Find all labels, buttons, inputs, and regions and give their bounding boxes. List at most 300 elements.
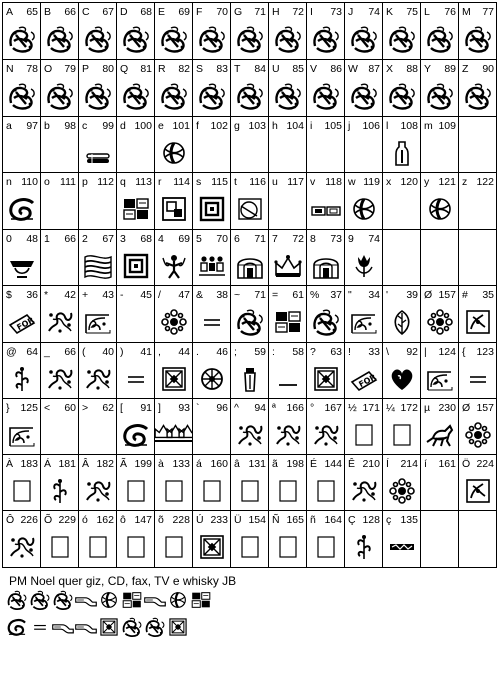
glyph-label	[348, 233, 380, 246]
glyph-cell	[40, 172, 79, 230]
glyph-label	[82, 120, 114, 133]
sample-glyph	[144, 616, 166, 638]
glyph-cell	[2, 398, 41, 455]
glyph-code: 66	[64, 346, 76, 358]
glyph-label	[196, 402, 228, 415]
glyph-code: 109	[438, 120, 456, 132]
box-icon	[83, 534, 113, 560]
glyph-label	[424, 289, 456, 302]
glyph-image	[193, 77, 230, 115]
glyph-char: p	[82, 176, 88, 188]
glyph-char: u	[272, 176, 278, 188]
letter-icon	[387, 26, 417, 52]
glyph-char: ;	[234, 346, 237, 358]
glyph-char: F	[196, 6, 203, 18]
dash2-icon	[463, 366, 493, 392]
svg-text:FOR: FOR	[14, 315, 36, 333]
dash2-icon	[29, 616, 51, 638]
glyph-image	[79, 472, 116, 509]
glyph-char: N	[6, 63, 14, 75]
glyph-cell	[192, 398, 231, 455]
glyph-char: T	[234, 63, 241, 75]
glyph-cell	[2, 2, 41, 60]
glyph-image	[269, 360, 306, 397]
flourish-icon	[45, 366, 75, 392]
box-icon	[7, 478, 37, 504]
glyph-cell	[78, 510, 117, 568]
glyph-image	[155, 247, 192, 284]
glyph-image	[3, 190, 40, 228]
glyph-code: 67	[102, 6, 114, 18]
tilebox-icon	[167, 616, 189, 638]
glyph-char: (	[82, 346, 86, 358]
glyph-cell	[78, 342, 117, 399]
glyph-code: 98	[64, 120, 76, 132]
glyph-char: m	[424, 120, 433, 132]
glyph-label	[82, 458, 114, 471]
glyph-label	[386, 289, 418, 302]
glyph-image	[117, 190, 154, 228]
glyph-cell	[154, 398, 193, 455]
glyph-image	[155, 472, 192, 509]
glyph-label	[120, 233, 152, 246]
glyph-char: >	[82, 402, 89, 414]
glyph-cell	[306, 285, 345, 343]
glyph-code: 161	[438, 458, 456, 470]
glyph-cell	[116, 2, 155, 60]
glyph-label	[44, 176, 76, 189]
glyph-cell	[40, 229, 79, 286]
glyph-char: #	[462, 289, 468, 301]
glyph-char: ¼	[386, 402, 395, 414]
rosette-icon	[463, 422, 493, 448]
flourish-icon	[83, 478, 113, 504]
glyph-cell	[192, 342, 231, 399]
glyph-char: n	[6, 176, 12, 188]
glyph-image	[155, 528, 192, 566]
glyph-char: v	[310, 176, 316, 188]
box-icon	[273, 534, 303, 560]
bar-icon	[387, 534, 417, 560]
glyph-cell	[458, 398, 497, 455]
letter-icon	[387, 83, 417, 109]
glyph-image	[345, 528, 382, 566]
glyph-cell	[268, 398, 307, 455]
letter-icon	[83, 26, 113, 52]
glyph-label	[272, 346, 304, 359]
glyph-code: 106	[362, 120, 380, 132]
glyph-label	[424, 6, 456, 19]
glyph-image	[79, 360, 116, 397]
glyph-label	[44, 289, 76, 302]
glyph-cell	[458, 2, 497, 60]
glyph-cell	[382, 59, 421, 117]
glyph-label	[158, 458, 190, 471]
glyph-cell	[40, 398, 79, 455]
glyph-char: K	[386, 6, 394, 18]
glyph-cell	[154, 172, 193, 230]
glyph-code: 92	[406, 346, 418, 358]
glyph-label	[462, 6, 494, 19]
glyph-code: 85	[292, 63, 304, 75]
glyph-image	[459, 472, 496, 509]
glyph-char: Ü	[234, 514, 242, 526]
glyph-cell	[268, 172, 307, 230]
glyph-char: I	[310, 6, 313, 18]
ball-icon	[349, 196, 379, 222]
glyph-char: \	[386, 346, 389, 358]
glyph-image	[459, 20, 496, 58]
flourish-icon	[7, 534, 37, 560]
glyph-label	[158, 176, 190, 189]
glyph-char: ª	[272, 402, 276, 414]
glyph-char: -	[120, 289, 124, 301]
glyph-image	[79, 303, 116, 341]
glyph-image	[307, 20, 344, 58]
glyph-image	[41, 77, 78, 115]
glyph-cell	[306, 116, 345, 173]
glyph-label	[6, 514, 38, 527]
glyph-char: 8	[310, 233, 316, 245]
glyph-code: 75	[406, 6, 418, 18]
glyph-label	[386, 6, 418, 19]
glyph-label	[310, 402, 342, 415]
glyph-image	[155, 360, 192, 397]
letter-icon	[121, 616, 143, 638]
empty-cell	[420, 510, 459, 568]
glyph-label	[120, 289, 152, 302]
pipe-icon	[52, 616, 74, 638]
glyph-cell	[382, 116, 421, 173]
glyph-char: !	[348, 346, 351, 358]
glyph-code: 83	[216, 63, 228, 75]
glyph-cell	[268, 59, 307, 117]
sample-row-1	[6, 587, 213, 613]
rosette-icon	[425, 309, 455, 335]
glyph-code: 33	[368, 346, 380, 358]
glyph-code: 39	[406, 289, 418, 301]
glyph-label	[120, 176, 152, 189]
glyph-label	[272, 514, 304, 527]
flourish-icon	[273, 422, 303, 448]
glyph-image	[383, 528, 420, 566]
glyph-cell	[192, 510, 231, 568]
glyph-cell	[344, 342, 383, 399]
glyph-image	[231, 303, 268, 341]
glyph-image	[193, 303, 230, 341]
glyph-image	[155, 77, 192, 115]
tilebox-icon	[197, 534, 227, 560]
tiles-icon	[273, 309, 303, 335]
glyph-label	[348, 63, 380, 76]
glyph-char: q	[120, 176, 126, 188]
empty-cell	[382, 229, 421, 286]
glyph-label	[158, 289, 190, 302]
glyph-code: 65	[26, 6, 38, 18]
glyph-char: &	[196, 289, 204, 301]
glyph-image	[193, 360, 230, 397]
glyph-cell	[420, 2, 459, 60]
glyph-code: 214	[400, 458, 418, 470]
glyph-char: /	[158, 289, 161, 301]
glyph-code: 73	[330, 6, 342, 18]
glyph-code: 47	[178, 289, 190, 301]
glyph-char: r	[158, 176, 162, 188]
glyph-code: 90	[482, 63, 494, 75]
leaf-icon	[387, 309, 417, 335]
glyph-code: 64	[26, 346, 38, 358]
glyph-code: 167	[324, 402, 342, 414]
glyph-cell	[230, 172, 269, 230]
glyph-char: Á	[44, 458, 52, 470]
glyph-cell	[116, 510, 155, 568]
glyph-image	[193, 528, 230, 566]
boxball-icon	[235, 196, 265, 222]
glyph-code: 48	[26, 233, 38, 245]
glyph-label	[120, 514, 152, 527]
glyph-image	[345, 20, 382, 58]
glyph-image	[117, 20, 154, 58]
glyph-image	[421, 416, 458, 453]
glyph-code: 73	[330, 233, 342, 245]
glyph-label	[310, 120, 342, 133]
glyph-label	[462, 402, 494, 415]
glyph-code: 58	[292, 346, 304, 358]
glyph-image	[231, 528, 268, 566]
glyph-cell	[116, 59, 155, 117]
glyph-label	[82, 289, 114, 302]
glyph-image	[79, 247, 116, 284]
glyph-image	[459, 416, 496, 453]
glyph-cell	[420, 116, 459, 173]
glyph-cell	[420, 454, 459, 511]
glyph-char: Y	[424, 63, 432, 75]
letter-icon	[235, 26, 265, 52]
glyph-label	[120, 6, 152, 19]
glyph-char: Í	[386, 458, 389, 470]
glyph-char: Ç	[348, 514, 356, 526]
glyph-code: 157	[476, 402, 494, 414]
corner-icon	[425, 366, 455, 392]
flourish-icon	[311, 422, 341, 448]
glyph-cell	[420, 59, 459, 117]
glyph-cell	[78, 59, 117, 117]
glyph-image	[155, 416, 192, 453]
glyph-char: á	[196, 458, 202, 470]
glyph-image	[345, 472, 382, 509]
glyph-cell	[382, 510, 421, 568]
letter-icon	[311, 26, 341, 52]
glyph-image	[421, 360, 458, 397]
glyph-image	[3, 247, 40, 284]
ball-icon	[98, 589, 120, 611]
glyph-label	[44, 346, 76, 359]
glyph-image	[269, 303, 306, 341]
glyph-char: ã	[272, 458, 278, 470]
glyph-cell	[382, 172, 421, 230]
letter-icon	[235, 83, 265, 109]
glyph-label	[234, 233, 266, 246]
glyph-cell	[192, 172, 231, 230]
glyph-code: 226	[20, 514, 38, 526]
glyph-image	[155, 20, 192, 58]
glyph-cell	[306, 454, 345, 511]
sample-glyph	[52, 616, 74, 638]
glyph-code: 121	[438, 176, 456, 188]
glyph-label	[310, 6, 342, 19]
ball-icon	[159, 140, 189, 166]
glyph-image	[3, 20, 40, 58]
glyph-label	[120, 346, 152, 359]
letter-icon	[463, 83, 493, 109]
empty-cell	[458, 116, 497, 173]
glyph-code: 96	[216, 402, 228, 414]
glyph-char: l	[386, 120, 389, 132]
tilebox-icon	[98, 616, 120, 638]
glyph-char: ,	[158, 346, 161, 358]
glyph-cell	[2, 342, 41, 399]
tiles-icon	[190, 589, 212, 611]
glyph-cell	[40, 116, 79, 173]
twig-icon	[45, 478, 75, 504]
glyph-code: 229	[58, 514, 76, 526]
glyph-code: 87	[368, 63, 380, 75]
glyph-code: 71	[254, 6, 266, 18]
glyph-code: 77	[482, 6, 494, 18]
glyph-label	[82, 176, 114, 189]
glyph-code: 120	[400, 176, 418, 188]
glyph-code: 74	[368, 6, 380, 18]
glyph-image	[231, 190, 268, 228]
glyph-char: V	[310, 63, 318, 75]
tiles-icon	[121, 589, 143, 611]
glyph-label	[272, 6, 304, 19]
glyph-image	[345, 190, 382, 228]
bowl-icon	[7, 253, 37, 279]
glyph-label	[44, 233, 76, 246]
glyph-code: 210	[362, 458, 380, 470]
glyph-label	[310, 346, 342, 359]
glyph-cell	[2, 59, 41, 117]
glyph-cell	[2, 510, 41, 568]
glyph-cell	[420, 398, 459, 455]
pipe-icon	[75, 616, 97, 638]
glyph-image	[117, 472, 154, 509]
glyph-label	[120, 458, 152, 471]
glyph-code: 128	[362, 514, 380, 526]
figures-icon	[197, 253, 227, 279]
glyph-label	[462, 176, 494, 189]
glyph-char: à	[158, 458, 164, 470]
glyph-code: 100	[134, 120, 152, 132]
glyph-char: 0	[6, 233, 12, 245]
glyph-label	[44, 6, 76, 19]
sample-glyph	[167, 589, 189, 611]
glyph-image	[41, 20, 78, 58]
glyph-label	[424, 346, 456, 359]
glyph-code: 117	[287, 176, 304, 188]
glyph-label	[348, 458, 380, 471]
glyph-image	[383, 134, 420, 171]
glyph-image	[155, 303, 192, 341]
glyph-code: 81	[140, 63, 152, 75]
glyph-cell	[2, 229, 41, 286]
glyph-image	[41, 360, 78, 397]
glyph-image	[193, 472, 230, 509]
glyph-cell	[344, 510, 383, 568]
glyph-cell	[192, 59, 231, 117]
glyph-label	[462, 458, 494, 471]
glyph-char: R	[158, 63, 166, 75]
glyph-image	[193, 20, 230, 58]
glyph-cell	[192, 229, 231, 286]
box-icon	[311, 534, 341, 560]
glyph-image	[383, 472, 420, 509]
glyph-code: 122	[476, 176, 494, 188]
glyph-char: H	[272, 6, 280, 18]
heart-icon	[387, 366, 417, 392]
glyph-label	[6, 346, 38, 359]
glyph-code: 80	[102, 63, 114, 75]
glyph-label	[82, 63, 114, 76]
glyph-image	[41, 303, 78, 341]
glyph-char: É	[310, 458, 318, 470]
glyph-cell	[40, 59, 79, 117]
glyph-cell	[154, 2, 193, 60]
glyph-char: Ê	[348, 458, 356, 470]
glyph-label	[82, 6, 114, 19]
glyph-code: 224	[476, 458, 494, 470]
glyph-char: }	[6, 402, 10, 414]
glyph-label	[386, 402, 418, 415]
glyph-image	[345, 77, 382, 115]
glyph-cell	[420, 285, 459, 343]
sample-glyph	[52, 589, 74, 611]
glyph-cell	[192, 2, 231, 60]
glyph-code: 67	[102, 233, 114, 245]
glyph-label	[158, 514, 190, 527]
glyph-char: 7	[272, 233, 278, 245]
concentric-icon	[121, 253, 151, 279]
letter-icon	[159, 26, 189, 52]
glyph-char: À	[6, 458, 14, 470]
glyph-image	[307, 472, 344, 509]
glyph-label	[158, 402, 190, 415]
glyph-label	[196, 120, 228, 133]
glyph-label	[44, 63, 76, 76]
letter-icon	[6, 589, 28, 611]
letter-icon	[121, 83, 151, 109]
glyph-code: 44	[178, 346, 190, 358]
glyph-label	[348, 402, 380, 415]
glyph-image	[307, 416, 344, 453]
glyph-char: Q	[120, 63, 129, 75]
glyph-cell	[154, 510, 193, 568]
glyph-label	[386, 346, 418, 359]
glyph-cell	[154, 116, 193, 173]
glyph-char: w	[348, 176, 356, 188]
glyph-char: "	[348, 289, 352, 301]
glyph-image	[269, 472, 306, 509]
glyph-cell	[382, 454, 421, 511]
glyph-label	[82, 402, 114, 415]
glyph-code: 76	[444, 6, 456, 18]
glyph-label	[234, 176, 266, 189]
glyph-label	[44, 458, 76, 471]
glyph-char: '	[386, 289, 389, 301]
glyph-code: 171	[362, 402, 380, 414]
glyph-code: 61	[292, 289, 304, 301]
